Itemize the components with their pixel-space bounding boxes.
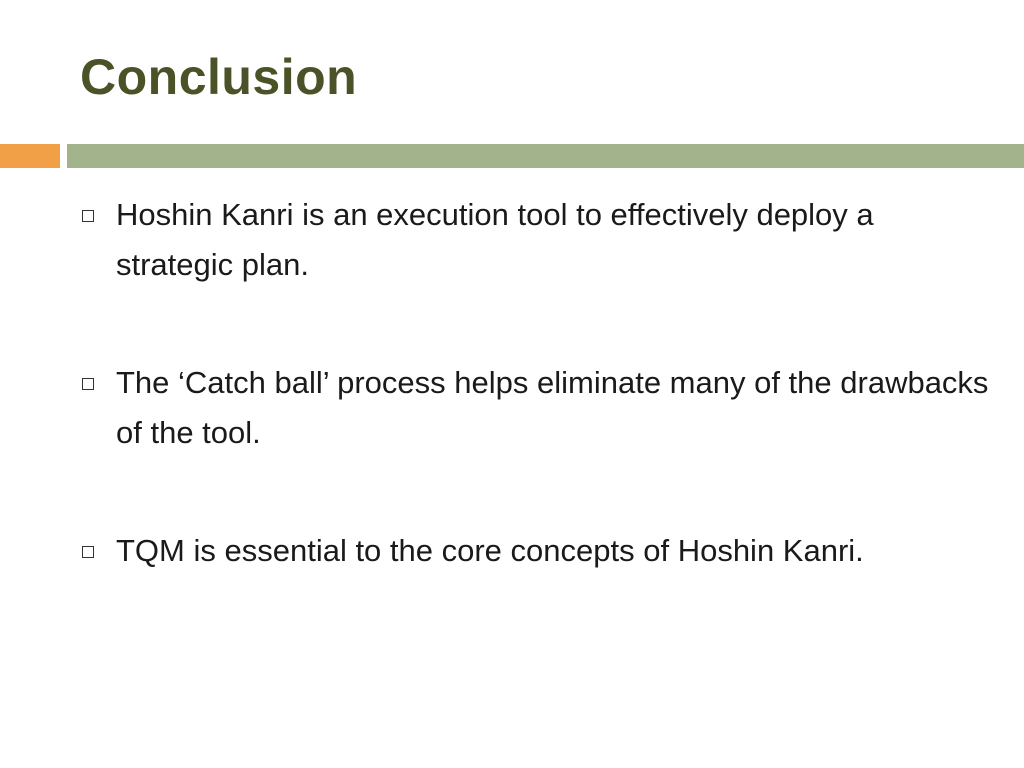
bullet-text: TQM is essential to the core concepts of Hoshin Kanri. bbox=[116, 533, 864, 568]
bullet-item bbox=[82, 526, 992, 576]
hollow-square-icon bbox=[82, 378, 94, 390]
bullet-item bbox=[82, 190, 992, 290]
bullet-text: Hoshin Kanri is an execution tool to effectively deploy a strategic plan. bbox=[116, 197, 874, 282]
accent-bar-green bbox=[67, 144, 1024, 168]
hollow-square-icon bbox=[82, 546, 94, 558]
bullet-list bbox=[82, 190, 992, 644]
slide-title: Conclusion bbox=[80, 49, 358, 105]
bullet-item bbox=[82, 358, 992, 458]
accent-bar-orange bbox=[0, 144, 60, 168]
hollow-square-icon bbox=[82, 210, 94, 222]
bullet-text: The ‘Catch ball’ process helps eliminate many of the drawbacks of the tool. bbox=[116, 365, 989, 450]
